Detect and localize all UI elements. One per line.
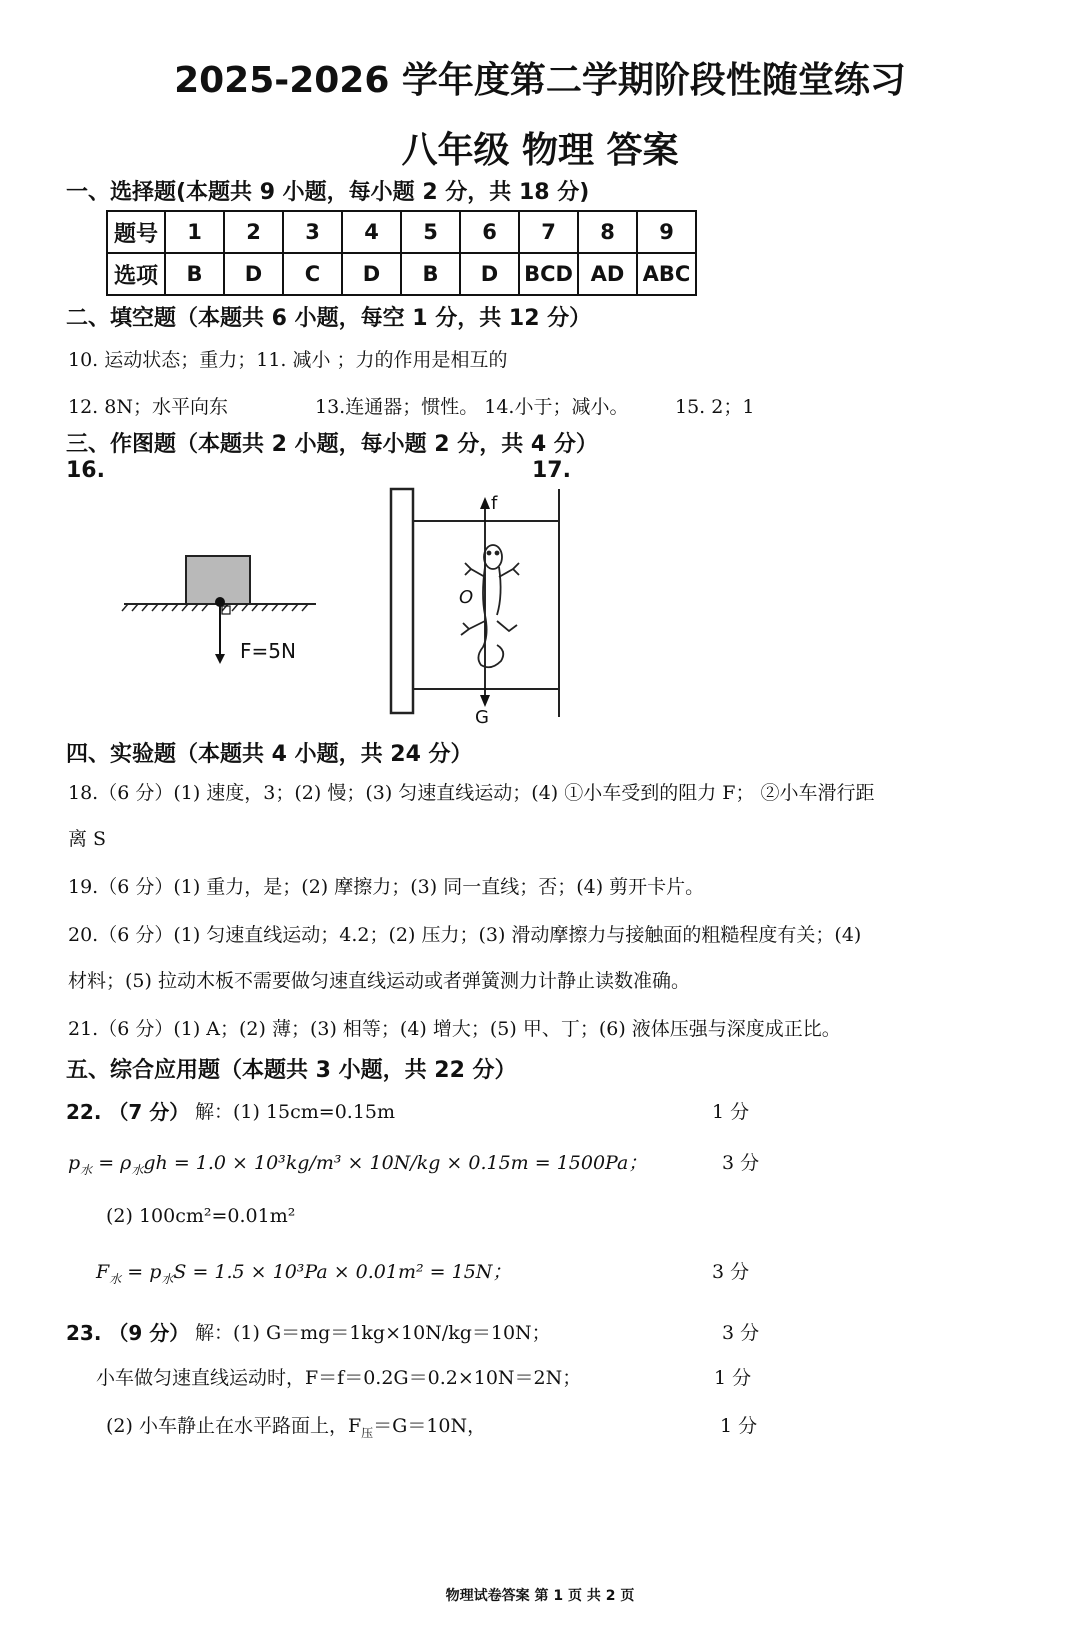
- force-label: F=5N: [240, 639, 296, 663]
- score-mark: 3 分: [722, 1322, 760, 1344]
- formula-subscript: 水: [80, 1162, 93, 1177]
- section5-heading: 五、综合应用题（本题共 3 小题，共 22 分）: [66, 1058, 517, 1083]
- answer-text: (2) 小车静止在水平路面上，F: [106, 1415, 362, 1437]
- table-header-cell: 选项: [107, 253, 165, 295]
- center-label: O: [459, 587, 474, 608]
- friction-label: f: [491, 493, 498, 514]
- question-23-head: 23. （9 分）: [66, 1321, 190, 1345]
- answer-line: 13.连通器；惯性。 14.小于；减小。: [315, 396, 629, 418]
- formula-subscript: 水: [109, 1271, 122, 1286]
- table-cell: 6: [460, 211, 519, 253]
- friction-arrow-head: [480, 497, 490, 509]
- answer-text: ＝G＝10N，: [373, 1415, 487, 1437]
- formula-text: gh = 1.0 × 10³kg/m³ × 10N/kg × 0.15m = 1500Pa；: [143, 1152, 648, 1174]
- block-shape: [186, 556, 250, 604]
- formula-subscript: 水: [131, 1162, 144, 1177]
- score-mark: 1 分: [714, 1367, 752, 1389]
- table-cell: D: [342, 253, 401, 295]
- score-mark: 3 分: [712, 1261, 750, 1283]
- table-cell: D: [460, 253, 519, 295]
- question-22-head: 22. （7 分）: [66, 1100, 190, 1124]
- formula-line: [68, 1148, 647, 1178]
- formula-subscript: 压: [361, 1425, 374, 1440]
- table-cell: AD: [578, 253, 637, 295]
- gravity-label: G: [475, 707, 489, 728]
- ground-hatching: [122, 604, 308, 611]
- answer-line: 10. 运动状态；重力；11. 减小 ；力的作用是相互的: [68, 349, 508, 371]
- table-cell: D: [224, 253, 283, 295]
- formula-symbol: = ρ: [92, 1152, 132, 1174]
- table-cell: B: [401, 253, 460, 295]
- table-cell: BCD: [519, 253, 578, 295]
- formula-text: S = 1.5 × 10³Pa × 0.01m² = 15N；: [173, 1261, 512, 1283]
- formula-symbol: F: [96, 1261, 110, 1283]
- answer-line: 离 S: [68, 828, 107, 850]
- table-cell: 2: [224, 211, 283, 253]
- table-cell: B: [165, 253, 224, 295]
- question-number-17: 17.: [532, 458, 571, 483]
- table-cell: 4: [342, 211, 401, 253]
- answer-line: 材料；(5) 拉动木板不需要做匀速直线运动或者弹簧测力计静止读数准确。: [68, 970, 690, 992]
- answer-table: [106, 210, 697, 296]
- table-cell: 5: [401, 211, 460, 253]
- section1-heading: 一、选择题(本题共 9 小题，每小题 2 分，共 18 分): [66, 180, 590, 205]
- table-header-cell: 题号: [107, 211, 165, 253]
- section2-heading: 二、填空题（本题共 6 小题，每空 1 分，共 12 分）: [66, 306, 592, 331]
- answer-line: 21.（6 分）(1) A；(2) 薄；(3) 相等；(4) 增大；(5) 甲、丁；(6) 液体压强与深度成正比。: [68, 1018, 841, 1040]
- wall-plate: [391, 489, 413, 713]
- table-cell: 8: [578, 211, 637, 253]
- table-cell: 1: [165, 211, 224, 253]
- answer-line: 12. 8N；水平向东: [68, 396, 228, 418]
- score-mark: 1 分: [712, 1101, 750, 1123]
- table-cell: ABC: [637, 253, 696, 295]
- answer-line: 19.（6 分）(1) 重力，是；(2) 摩擦力；(3) 同一直线；否；(4) 剪开卡片。: [68, 876, 705, 898]
- table-row: [107, 211, 696, 253]
- table-cell: C: [283, 253, 342, 295]
- gravity-arrow-head: [480, 695, 490, 707]
- section4-heading: 四、实验题（本题共 4 小题，共 24 分）: [66, 742, 473, 767]
- page-subtitle: 八年级 物理 答案: [401, 130, 679, 171]
- answer-line: 15. 2；1: [675, 396, 755, 418]
- page-footer: 物理试卷答案 第 1 页 共 2 页: [445, 1588, 635, 1604]
- formula-line: [96, 1257, 511, 1287]
- formula-subscript: 水: [161, 1271, 174, 1286]
- table-cell: 7: [519, 211, 578, 253]
- answer-line: 18.（6 分）(1) 速度，3；(2) 慢；(3) 匀速直线运动；(4) ①小车受到的阻力 F； ②小车滑行距: [68, 782, 875, 804]
- answer-line: 解：(1) G＝mg＝1kg×10N/kg＝10N；: [195, 1322, 551, 1344]
- answer-line: 解：(1) 15cm=0.15m: [195, 1101, 396, 1123]
- figure-16: [110, 540, 330, 680]
- figure-17: [385, 485, 585, 730]
- formula-symbol: = p: [121, 1261, 162, 1283]
- force-arrow-head: [215, 654, 225, 664]
- page-title: 2025-2026 学年度第二学期阶段性随堂练习: [174, 60, 906, 101]
- score-mark: 3 分: [722, 1152, 760, 1174]
- formula-symbol: p: [68, 1152, 81, 1174]
- table-row: [107, 253, 696, 295]
- formula-line: [106, 1411, 486, 1441]
- question-number-16: 16.: [66, 458, 105, 483]
- answer-line: 小车做匀速直线运动时，F＝f＝0.2G＝0.2×10N＝2N；: [96, 1367, 582, 1389]
- answer-line: (2) 100cm²=0.01m²: [106, 1205, 296, 1227]
- table-cell: 3: [283, 211, 342, 253]
- table-cell: 9: [637, 211, 696, 253]
- answer-line: 20.（6 分）(1) 匀速直线运动；4.2；(2) 压力；(3) 滑动摩擦力与接触面的粗糙程度有关；(4): [68, 924, 862, 946]
- section3-heading: 三、作图题（本题共 2 小题，每小题 2 分，共 4 分）: [66, 432, 598, 457]
- score-mark: 1 分: [720, 1415, 758, 1437]
